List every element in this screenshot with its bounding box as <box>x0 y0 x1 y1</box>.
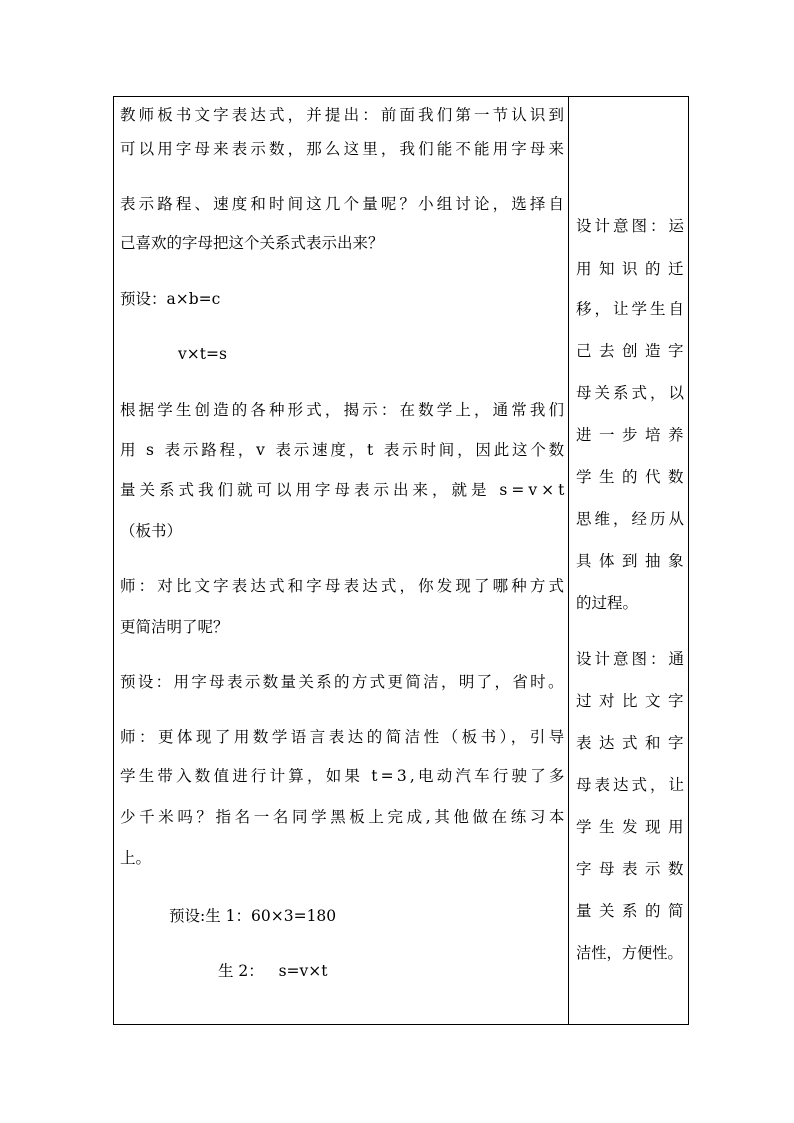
side-line: 学生的代数 <box>576 468 692 486</box>
side-line: 己去创造字 <box>576 342 692 360</box>
text-line: 量关系式我们就可以用字母表示出来，就是 s=v×t <box>120 481 569 499</box>
text-line: 学生带入数值进行计算，如果 t=3,电动汽车行驶了多 <box>120 767 568 785</box>
text-line: 更简洁明了呢？ <box>120 618 229 636</box>
side-line: 用知识的迁 <box>576 260 692 278</box>
side-line: 字母表示数 <box>576 860 692 878</box>
side-line: 量关系的简 <box>576 902 692 920</box>
text-line: 根据学生创造的各种形式，揭示：在数学上，通常我们 <box>120 401 568 419</box>
text-line: 预设：用字母表示数量关系的方式更简洁，明了，省时。 <box>120 673 566 691</box>
side-line: 进一步培养 <box>576 426 692 444</box>
lesson-table <box>113 96 692 1025</box>
side-line: 过对比文字 <box>576 692 692 710</box>
side-line: 设计意图：通 <box>576 650 688 668</box>
text-line: 用 s 表示路程，v 表示速度，t 表示时间，因此这个数 <box>120 441 567 459</box>
side-line: 表达式和字 <box>576 734 692 752</box>
column-divider <box>568 97 569 1024</box>
text-line: 生 2： s=v×t <box>218 962 328 980</box>
side-line: 母表达式，让 <box>576 776 688 794</box>
text-line: v×t=s <box>178 345 227 363</box>
text-line: 教师板书文字表达式，并提出：前面我们第一节认识到 <box>120 106 568 124</box>
side-line: 洁性，方便性。 <box>576 944 683 962</box>
text-line: 师：对比文字表达式和字母表达式，你发现了哪种方式 <box>120 577 568 595</box>
side-line: 具体到抽象 <box>576 552 692 570</box>
side-line: 移，让学生自 <box>576 300 688 318</box>
side-line: 母关系式，以 <box>576 384 688 402</box>
text-line: 预设:生 1：60×3=180 <box>169 907 337 925</box>
text-line: （板书） <box>120 522 183 540</box>
text-line: 少千米吗？指名一名同学黑板上完成,其他做在练习本 <box>120 808 569 826</box>
text-line: 己喜欢的字母把这个关系式表示出来？ <box>120 234 384 252</box>
side-line: 的过程。 <box>576 594 639 612</box>
text-line: 预设：a×b=c <box>120 290 221 308</box>
side-line: 设计意图：运 <box>576 217 688 235</box>
side-line: 思维，经历从 <box>576 510 688 528</box>
text-line: 师：更体现了用数学语言表达的简洁性（板书），引导 <box>120 728 568 746</box>
text-line: 上。 <box>120 849 152 867</box>
side-line: 学生发现用 <box>576 818 692 836</box>
text-line: 表示路程、速度和时间这几个量呢？小组讨论，选择自 <box>120 195 568 213</box>
text-line: 可以用字母来表示数，那么这里，我们能不能用字母来 <box>120 140 568 158</box>
